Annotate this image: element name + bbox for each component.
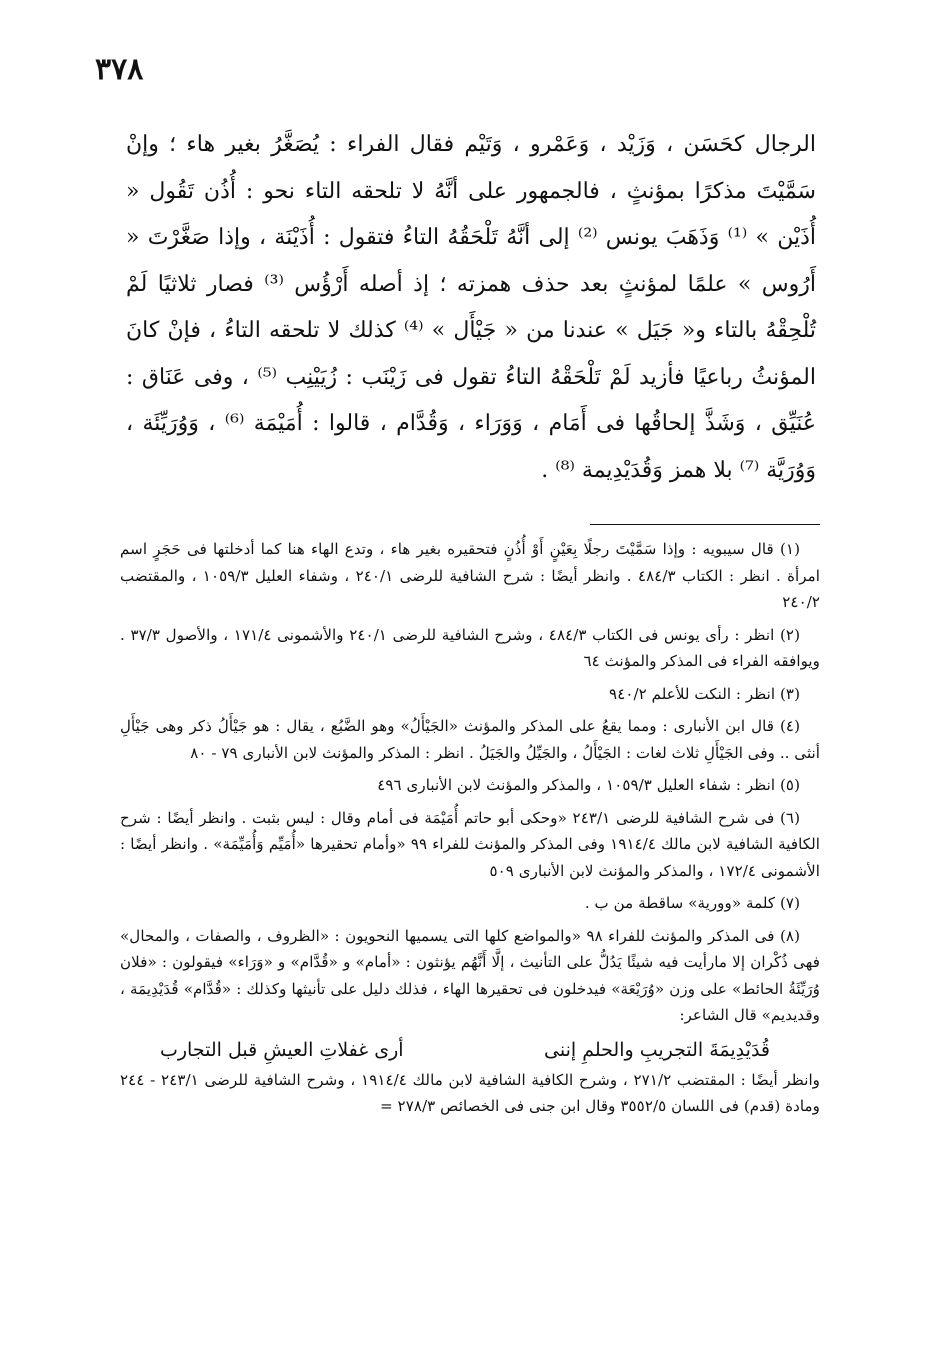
footnote-8-continuation: وانظر أيضًا : المقتضب ٢٧١/٢ ، وشرح الكافية الشافية لابن مالك ١٩١٤/٤ ، وشرح الشافية للرضى ٢٤٣/١ - ٢٤٤ ومادة (قدم) فى اللسان ٣٥٥٢/٥ وقال ابن جنى فى الخصائص ٢٧٨/٣ = [120, 1070, 820, 1115]
footnote-2: (٢) انظر : رأى يونس فى الكتاب ٤٨٤/٣ ، وشرح الشافية للرضى ٢٤٠/١ والأشمونى ١٧١/٤ ، والأصول ٣٧/٣ . ويوافقه الفراء فى المذكر والمؤنث ٦٤ [120, 625, 820, 670]
footnote-5: (٥) انظر : شفاء العليل ١٠٥٩/٣ ، والمذكر والمؤنث لابن الأنبارى ٤٩٦ [377, 776, 800, 794]
footnote-8: (٨) فى المذكر والمؤنث للفراء ٩٨ «والمواضع كلها التى يسميها النحويون : «الظروف ، والصفات ، والمحال» فهى ذُكْران إلا مارأيت فيه شيئًا يَدُلُّ على التأنيث ، إلَّا أَنَّهُم يؤنثون : «أمام» و «قُدَّام» و «وَرَاء» فيقولون : «فلان وُرَيِّئَةُ الحائط» على وزن «وُرَيْعَة» فيدخلون فى تحقيرها الهاء ، فذلك دليل على تأنيثها وكذلك : «قُدَّام» قُدَيْدِيمَة ، وقديديم» قال الشاعر: [120, 926, 820, 1024]
main-paragraph: الرجال كحَسَن ، وَزَيْد ، وَعَمْرو ، وَتَيْم فقال الفراء : يُصَغَّرُ بغير هاء ؛ وإنْ سَمَّيْتَ مذكرًا بمؤنثٍ ، فالجمهور على أنَّهُ لا تلحقه التاء نحو : أُذُن تَقُول « أُذَيْن » ⁽¹⁾ وَذَهَبَ يونس ⁽²⁾ إلى أنَّهُ تَلْحَقُهُ التاءُ فتقول : أُذَيْنَة ، وإذا صَغَّرْتَ « أَرُوس » علمًا لمؤنثٍ بعد حذف همزته ؛ إذ أصله أَرْؤُس ⁽³⁾ فصار ثلاثيًا لَمْ تُلْحِقْهُ بالتاء و« جَيَل » عندنا من « جَيْأَل » ⁽⁴⁾ كذلك لا تلحقه التاءُ ، فإنْ كانَ المؤنثُ رباعيًا فأزيد لَمْ تَلْحَقْهُ التاءُ تقول فى زَيْنَب : زُيَيْنِب ⁽⁵⁾ ، وفى عَنَاق : عُنَيِّق ، وَشَذَّ إلحاقُها فى أَمَام ، وَوَرَاء ، وَقُدَّام ، قالوا : أُمَيْمَة ⁽⁶⁾ ، وَوُرَيِّئَة ، وَوُرَيَّة ⁽⁷⁾ بلا همز وَقُدَيْدِيمة ⁽⁸⁾ . [126, 132, 817, 483]
footnote-6: (٦) فى شرح الشافية للرضى ٢٤٣/١ «وحكى أبو حاتم أُمَيْمَة فى أمام وقال : ليس بثبت . وانظر أيضًا : شرح الكافية الشافية لابن مالك ١٩١٤/٤ وفى المذكر والمؤنث للفراء ٩٩ «وأمام تحقيرها «أُمَيِّم وَأُمَيِّمَة» . وانظر أيضًا : الأشمونى ١٧٢/٤ ، والمذكر والمؤنث لابن الأنبارى ٥٠٩ [120, 808, 820, 880]
verse-hemistich-right: قُدَيْدِيمَةَ التجريبِ والحلمِ إننى [544, 1038, 770, 1061]
main-text [126, 122, 816, 494]
verse-hemistich-left: أرى غفلاتِ العيشِ قبل التجارب [160, 1038, 404, 1061]
footnote-4: (٤) قال ابن الأنبارى : ومما يقعُ على المذكر والمؤنث «الجَيْأَلُ» وهو الضَّبُع ، يقال : هو جَيْأَلُ ذكر وهى جَيْأَلِ أنثى .. وفى الجَيْأَلِ ثلاث لغات : الجَيْأَلُ ، والجَيِّلُ والجَيَلُ . انظر : المذكر والمؤنث لابن الأنبارى ٧٩ - ٨٠ [120, 717, 820, 762]
footnote-3: (٣) انظر : النكت للأعلم ٩٤٠/٢ [609, 684, 800, 703]
footnotes [120, 536, 820, 1120]
footnote-1: (١) قال سيبويه : وإذا سَمَّيْتَ رجلًا بِعَيْنٍ أَوْ أُذُنٍ فتحقيره بغير هاء ، وتدع الهاء هنا كما أدخلتها فى حَجَرٍ اسم امرأة . انظر : الكتاب ٤٨٤/٣ . وانظر أيضًا : شرح الشافية للرضى ٢٤٠/١ ، وشفاء العليل ١٠٥٩/٣ ، والمقتضب ٢٤٠/٢ [120, 540, 821, 611]
page-number: ٣٧٨ [95, 52, 144, 87]
footnote-divider [590, 524, 820, 525]
footnote-7: (٧) كلمة «وورية» ساقطة من ب . [584, 894, 800, 912]
poetry-verse [120, 1035, 820, 1065]
